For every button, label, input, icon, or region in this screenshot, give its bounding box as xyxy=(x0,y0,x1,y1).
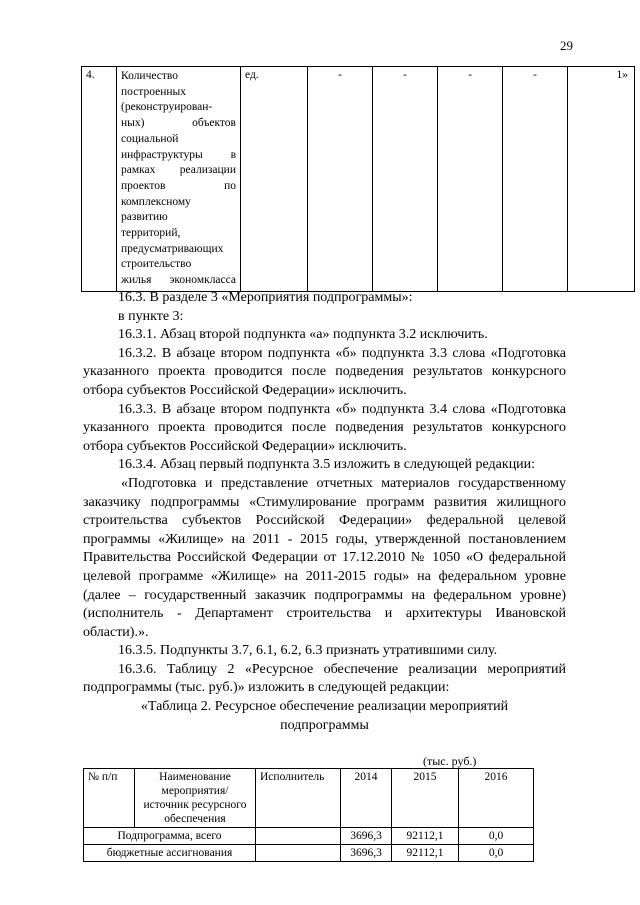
table-row xyxy=(84,828,534,845)
name-line: развитию xyxy=(121,211,168,224)
header-cell: 2015 xyxy=(392,769,459,828)
paragraph: 16.3.5. Подпункты 3.7, 6.1, 6.2, 6.3 признать утратившими силу. xyxy=(118,643,498,659)
name-line: (реконструирован- xyxy=(121,101,213,114)
name-line: инфраструктуры в xyxy=(121,148,236,161)
value-cell-last: 1» xyxy=(568,67,635,292)
table-header-row xyxy=(84,769,534,828)
table-title-line2: подпрограммы xyxy=(280,717,369,733)
document-body xyxy=(83,289,566,735)
value-cell: - xyxy=(438,67,503,292)
value-2015: 92112,1 xyxy=(392,845,459,862)
header-cell: Исполнитель xyxy=(256,769,341,828)
name-line: комплексному xyxy=(121,195,191,208)
name-line: строительство xyxy=(121,258,192,271)
value-cell: - xyxy=(503,67,568,292)
name-line: социальной xyxy=(121,132,179,145)
name-line: проектов по xyxy=(121,179,236,192)
page-number: 29 xyxy=(560,38,573,53)
name-line: рамках реализации xyxy=(121,164,236,177)
header-cell: 2016 xyxy=(459,769,534,828)
value-2014: 3696,3 xyxy=(341,828,392,845)
paragraph: 16.3.4. Абзац первый подпункта 3.5 изложить в следующей редакции: xyxy=(118,457,536,473)
value-2015: 92112,1 xyxy=(392,828,459,845)
value-2016: 0,0 xyxy=(459,845,534,862)
paragraph: 16.3.1. Абзац второй подпункта «а» подпункта 3.2 исключить. xyxy=(118,327,488,343)
value-cell: - xyxy=(373,67,438,292)
header-cell: 2014 xyxy=(341,769,392,828)
name-line: Количество xyxy=(121,70,178,82)
indicator-table xyxy=(81,66,635,292)
table-row xyxy=(84,845,534,862)
resource-table xyxy=(83,768,534,862)
name-line: построенных xyxy=(121,85,186,98)
paragraph: в пункте 3: xyxy=(118,308,184,324)
value-cell: - xyxy=(308,67,373,292)
row-number: 4. xyxy=(82,67,117,292)
row-label: бюджетные ассигнования xyxy=(84,845,256,862)
header-cell: № п/п xyxy=(84,769,135,828)
table-unit: (тыс. руб.) xyxy=(423,754,477,768)
executor-cell xyxy=(256,828,341,845)
unit-cell: ед. xyxy=(241,67,308,292)
paragraph: 16.3. В разделе 3 «Мероприятия подпрограммы»: xyxy=(118,290,413,305)
value-2014: 3696,3 xyxy=(341,845,392,862)
header-cell: Наименование мероприятия/источник ресурсного обеспечения xyxy=(135,769,256,828)
paragraph: 16.3.6. Таблицу 2 «Ресурсное обеспечение реализации мероприятий подпрограммы (тыс. руб.)» изложить в следующей редакции: xyxy=(83,661,566,696)
paragraph-quote: «Подготовка и представление отчетных материалов государственному заказчику подпрограммы «Стимулирование программ развития жилищного строительства субъектов Российской Федерации» федеральной целевой программы «Жилище» на 2011 - 2015 годы, утвержденной постановлением Правительства Российской Федерации от 17.12.2010 № 1050 «О федеральной целевой программе «Жилище» на 2011-2015 годы» на федеральном уровне (далее – государственный заказчик подпрограммы на федеральном уровне) (исполнитель - Департамент строительства и архитектуры Ивановской области).». xyxy=(83,475,566,640)
name-line: территорий, xyxy=(121,227,181,240)
paragraph: 16.3.3. В абзаце втором подпункта «б» подпункта 3.4 слова «Подготовка указанного проекта проводится после подведения результатов конкурсного отбора субъектов Российской Федерации» исключить. xyxy=(83,401,566,454)
value-2016: 0,0 xyxy=(459,828,534,845)
row-label: Подпрограмма, всего xyxy=(84,828,256,845)
indicator-name xyxy=(117,67,241,292)
table-title: «Таблица 2. Ресурсное обеспечение реализации мероприятий xyxy=(140,699,509,715)
name-line: предусматривающих xyxy=(121,242,224,255)
name-line: жилья экономкласса xyxy=(121,274,236,287)
executor-cell xyxy=(256,845,341,862)
table-row xyxy=(82,67,635,292)
name-line: ных) объектов xyxy=(121,117,236,130)
paragraph: 16.3.2. В абзаце втором подпункта «б» подпункта 3.3 слова «Подготовка указанного проекта проводится после подведения результатов конкурсного отбора субъектов Российской Федерации» исключить. xyxy=(83,345,566,398)
